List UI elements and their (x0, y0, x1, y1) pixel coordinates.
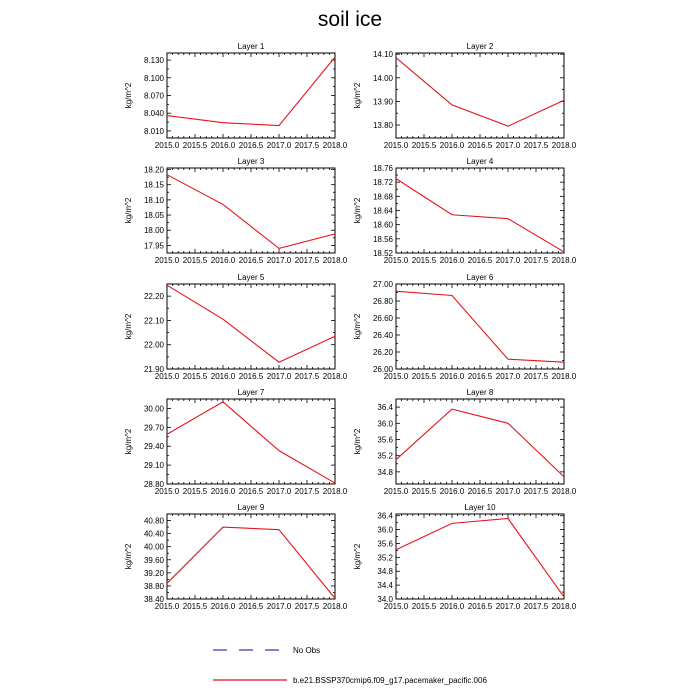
x-tick-label: 2017.5 (523, 487, 549, 496)
x-tick-label: 2015.0 (383, 372, 409, 381)
y-tick-label: 8.010 (143, 126, 164, 136)
x-tick-label: 2017.0 (266, 141, 292, 150)
x-tick-label: 2018.0 (322, 602, 348, 611)
panel-title: Layer 10 (464, 503, 496, 512)
y-tick-label: 18.05 (143, 211, 164, 221)
figure-title: soil ice (317, 8, 383, 31)
x-tick-label: 2016.0 (439, 141, 465, 150)
x-tick-label: 2018.0 (322, 256, 348, 265)
x-tick-label: 2015.5 (411, 372, 437, 381)
y-tick-label: 8.070 (143, 91, 164, 101)
y-tick-label: 18.60 (372, 220, 393, 230)
y-tick-label: 21.90 (143, 365, 164, 374)
series-line (396, 519, 564, 597)
x-tick-label: 2018.0 (551, 487, 577, 496)
x-tick-label: 2016.5 (467, 602, 493, 611)
y-tick-label: 40.80 (143, 516, 164, 526)
series-line (167, 527, 335, 598)
y-tick-label: 18.68 (372, 192, 393, 202)
series-line (167, 175, 335, 249)
x-tick-label: 2016.5 (238, 141, 264, 150)
x-tick-label: 2016.5 (467, 487, 493, 496)
x-tick-label: 2017.0 (266, 487, 292, 496)
panel-layer-5 (124, 273, 348, 381)
x-tick-label: 2015.5 (411, 256, 437, 265)
y-tick-label: 18.72 (372, 178, 393, 188)
x-tick-label: 2017.5 (294, 141, 320, 150)
y-axis-label: kg/m^2 (124, 313, 133, 340)
x-tick-label: 2018.0 (551, 602, 577, 611)
series-line (396, 179, 564, 252)
x-tick-label: 2015.0 (383, 602, 409, 611)
x-tick-label: 2015.5 (182, 256, 208, 265)
y-tick-label: 13.90 (372, 97, 393, 107)
panel-title: Layer 2 (466, 42, 494, 51)
x-tick-label: 2015.0 (383, 487, 409, 496)
y-axis-label: kg/m^2 (124, 197, 133, 224)
x-tick-label: 2015.5 (182, 487, 208, 496)
y-tick-label: 34.0 (377, 595, 393, 604)
x-tick-label: 2016.0 (210, 141, 236, 150)
x-tick-label: 2018.0 (551, 256, 577, 265)
y-tick-label: 29.10 (143, 461, 164, 471)
y-tick-label: 22.10 (143, 316, 164, 326)
y-tick-label: 26.60 (372, 314, 393, 323)
y-tick-label: 40.00 (143, 542, 164, 552)
x-tick-label: 2015.5 (411, 487, 437, 496)
y-tick-label: 34.8 (377, 567, 393, 577)
y-tick-label: 35.6 (377, 435, 393, 445)
x-tick-label: 2018.0 (322, 372, 348, 381)
panel-title: Layer 7 (237, 388, 265, 397)
y-tick-label: 36.0 (377, 525, 393, 535)
series-line (396, 409, 564, 477)
x-tick-label: 2015.0 (383, 256, 409, 265)
panel-layer-6 (353, 273, 577, 381)
x-tick-label: 2018.0 (322, 141, 348, 150)
x-tick-label: 2017.0 (266, 256, 292, 265)
y-tick-label: 18.15 (143, 180, 164, 190)
y-axis-label: kg/m^2 (353, 313, 362, 340)
plot-frame (396, 514, 564, 599)
x-tick-label: 2017.5 (523, 372, 549, 381)
plot-frame (396, 284, 564, 369)
x-tick-label: 2015.5 (411, 141, 437, 150)
y-tick-label: 18.10 (143, 195, 164, 205)
x-tick-label: 2017.5 (294, 487, 320, 496)
y-tick-label: 28.80 (143, 480, 164, 489)
y-axis-label: kg/m^2 (353, 543, 362, 570)
x-tick-label: 2015.0 (154, 487, 180, 496)
panel-layer-1 (124, 42, 348, 150)
y-tick-label: 8.130 (143, 56, 164, 66)
x-tick-label: 2017.5 (523, 602, 549, 611)
x-tick-label: 2017.0 (266, 372, 292, 381)
x-tick-label: 2015.0 (154, 372, 180, 381)
x-tick-label: 2016.0 (439, 372, 465, 381)
y-axis-label: kg/m^2 (124, 543, 133, 570)
x-tick-label: 2015.5 (182, 141, 208, 150)
panel-title: Layer 3 (237, 157, 265, 166)
x-tick-label: 2016.5 (467, 141, 493, 150)
x-tick-label: 2016.5 (238, 602, 264, 611)
y-tick-label: 35.2 (377, 553, 393, 563)
y-tick-label: 29.40 (143, 442, 164, 452)
y-tick-label: 30.00 (143, 404, 164, 414)
y-tick-label: 35.2 (377, 451, 393, 461)
y-tick-label: 27.00 (372, 280, 393, 289)
y-tick-label: 18.00 (143, 226, 164, 236)
x-tick-label: 2017.0 (495, 256, 521, 265)
x-tick-label: 2017.0 (266, 602, 292, 611)
y-tick-label: 36.4 (377, 511, 393, 521)
plot-frame (396, 399, 564, 484)
series-line (167, 402, 335, 483)
series-line (167, 57, 335, 125)
x-tick-label: 2016.0 (210, 602, 236, 611)
x-tick-label: 2016.0 (210, 487, 236, 496)
x-tick-label: 2018.0 (551, 141, 577, 150)
y-tick-label: 8.040 (143, 109, 164, 119)
series-line (396, 291, 564, 362)
y-tick-label: 39.20 (143, 568, 164, 578)
y-axis-label: kg/m^2 (124, 428, 133, 455)
x-tick-label: 2016.0 (439, 602, 465, 611)
x-tick-label: 2016.5 (238, 256, 264, 265)
x-tick-label: 2018.0 (551, 372, 577, 381)
legend (213, 646, 487, 685)
y-tick-label: 34.8 (377, 467, 393, 477)
plot-frame (167, 53, 335, 138)
x-tick-label: 2016.5 (238, 487, 264, 496)
x-tick-label: 2018.0 (322, 487, 348, 496)
y-tick-label: 34.4 (377, 581, 393, 591)
y-tick-label: 14.00 (372, 73, 393, 83)
x-tick-label: 2016.0 (439, 256, 465, 265)
x-tick-label: 2016.5 (467, 256, 493, 265)
plot-frame (167, 284, 335, 369)
y-tick-label: 22.20 (143, 292, 164, 302)
y-tick-label: 40.40 (143, 529, 164, 539)
panel-layer-3 (124, 157, 348, 265)
x-tick-label: 2017.5 (523, 141, 549, 150)
x-tick-label: 2016.5 (238, 372, 264, 381)
x-tick-label: 2017.0 (495, 602, 521, 611)
panel-title: Layer 5 (237, 273, 265, 282)
panel-title: Layer 9 (237, 503, 265, 512)
x-tick-label: 2017.0 (495, 487, 521, 496)
y-axis-label: kg/m^2 (124, 82, 133, 109)
x-tick-label: 2016.5 (467, 372, 493, 381)
y-tick-label: 26.20 (372, 348, 393, 357)
x-tick-label: 2017.5 (523, 256, 549, 265)
x-tick-label: 2017.5 (294, 372, 320, 381)
y-tick-label: 38.40 (143, 595, 164, 604)
x-tick-label: 2015.0 (383, 141, 409, 150)
x-tick-label: 2015.0 (154, 602, 180, 611)
x-tick-label: 2016.0 (439, 487, 465, 496)
y-tick-label: 18.56 (372, 234, 393, 244)
y-tick-label: 36.4 (377, 403, 393, 413)
legend-no-obs-label: No Obs (293, 646, 321, 655)
panel-title: Layer 8 (466, 388, 494, 397)
y-axis-label: kg/m^2 (353, 82, 362, 109)
x-tick-label: 2015.5 (182, 372, 208, 381)
x-tick-label: 2015.0 (154, 141, 180, 150)
x-tick-label: 2017.0 (495, 372, 521, 381)
x-tick-label: 2017.0 (495, 141, 521, 150)
panel-layer-4 (353, 157, 577, 265)
plot-frame (167, 514, 335, 599)
y-tick-label: 18.64 (372, 206, 393, 216)
series-line (167, 285, 335, 362)
y-tick-label: 8.100 (143, 73, 164, 83)
y-tick-label: 26.00 (372, 365, 393, 374)
plot-frame (396, 168, 564, 253)
panel-layer-8 (353, 388, 577, 496)
y-tick-label: 14.10 (372, 50, 393, 60)
y-tick-label: 39.60 (143, 555, 164, 565)
y-axis-label: kg/m^2 (353, 197, 362, 224)
x-tick-label: 2016.0 (210, 372, 236, 381)
y-tick-label: 26.80 (372, 297, 393, 306)
y-tick-label: 18.20 (143, 165, 164, 175)
y-tick-label: 18.52 (372, 249, 393, 258)
y-tick-label: 26.40 (372, 331, 393, 340)
y-tick-label: 13.80 (372, 121, 393, 131)
panel-layer-2 (353, 42, 577, 150)
x-tick-label: 2015.0 (154, 256, 180, 265)
y-tick-label: 38.80 (143, 581, 164, 591)
panel-layer-7 (124, 388, 348, 496)
panel-layer-10 (353, 503, 577, 611)
x-tick-label: 2016.0 (210, 256, 236, 265)
x-tick-label: 2015.5 (411, 602, 437, 611)
y-tick-label: 36.0 (377, 419, 393, 429)
x-tick-label: 2017.5 (294, 602, 320, 611)
panel-title: Layer 6 (466, 273, 494, 282)
y-tick-label: 35.6 (377, 539, 393, 549)
panel-title: Layer 4 (466, 157, 494, 166)
plot-frame (396, 53, 564, 138)
y-tick-label: 18.76 (372, 164, 393, 173)
x-tick-label: 2015.5 (182, 602, 208, 611)
panel-layer-9 (124, 503, 348, 611)
series-line (396, 58, 564, 126)
panel-title: Layer 1 (237, 42, 265, 51)
y-axis-label: kg/m^2 (353, 428, 362, 455)
x-tick-label: 2017.5 (294, 256, 320, 265)
plot-frame (167, 399, 335, 484)
y-tick-label: 17.95 (143, 241, 164, 251)
legend-model-label: b.e21.BSSP370cmip6.f09_g17.pacemaker_pacific.006 (293, 676, 487, 685)
y-tick-label: 22.00 (143, 340, 164, 350)
y-tick-label: 29.70 (143, 423, 164, 433)
